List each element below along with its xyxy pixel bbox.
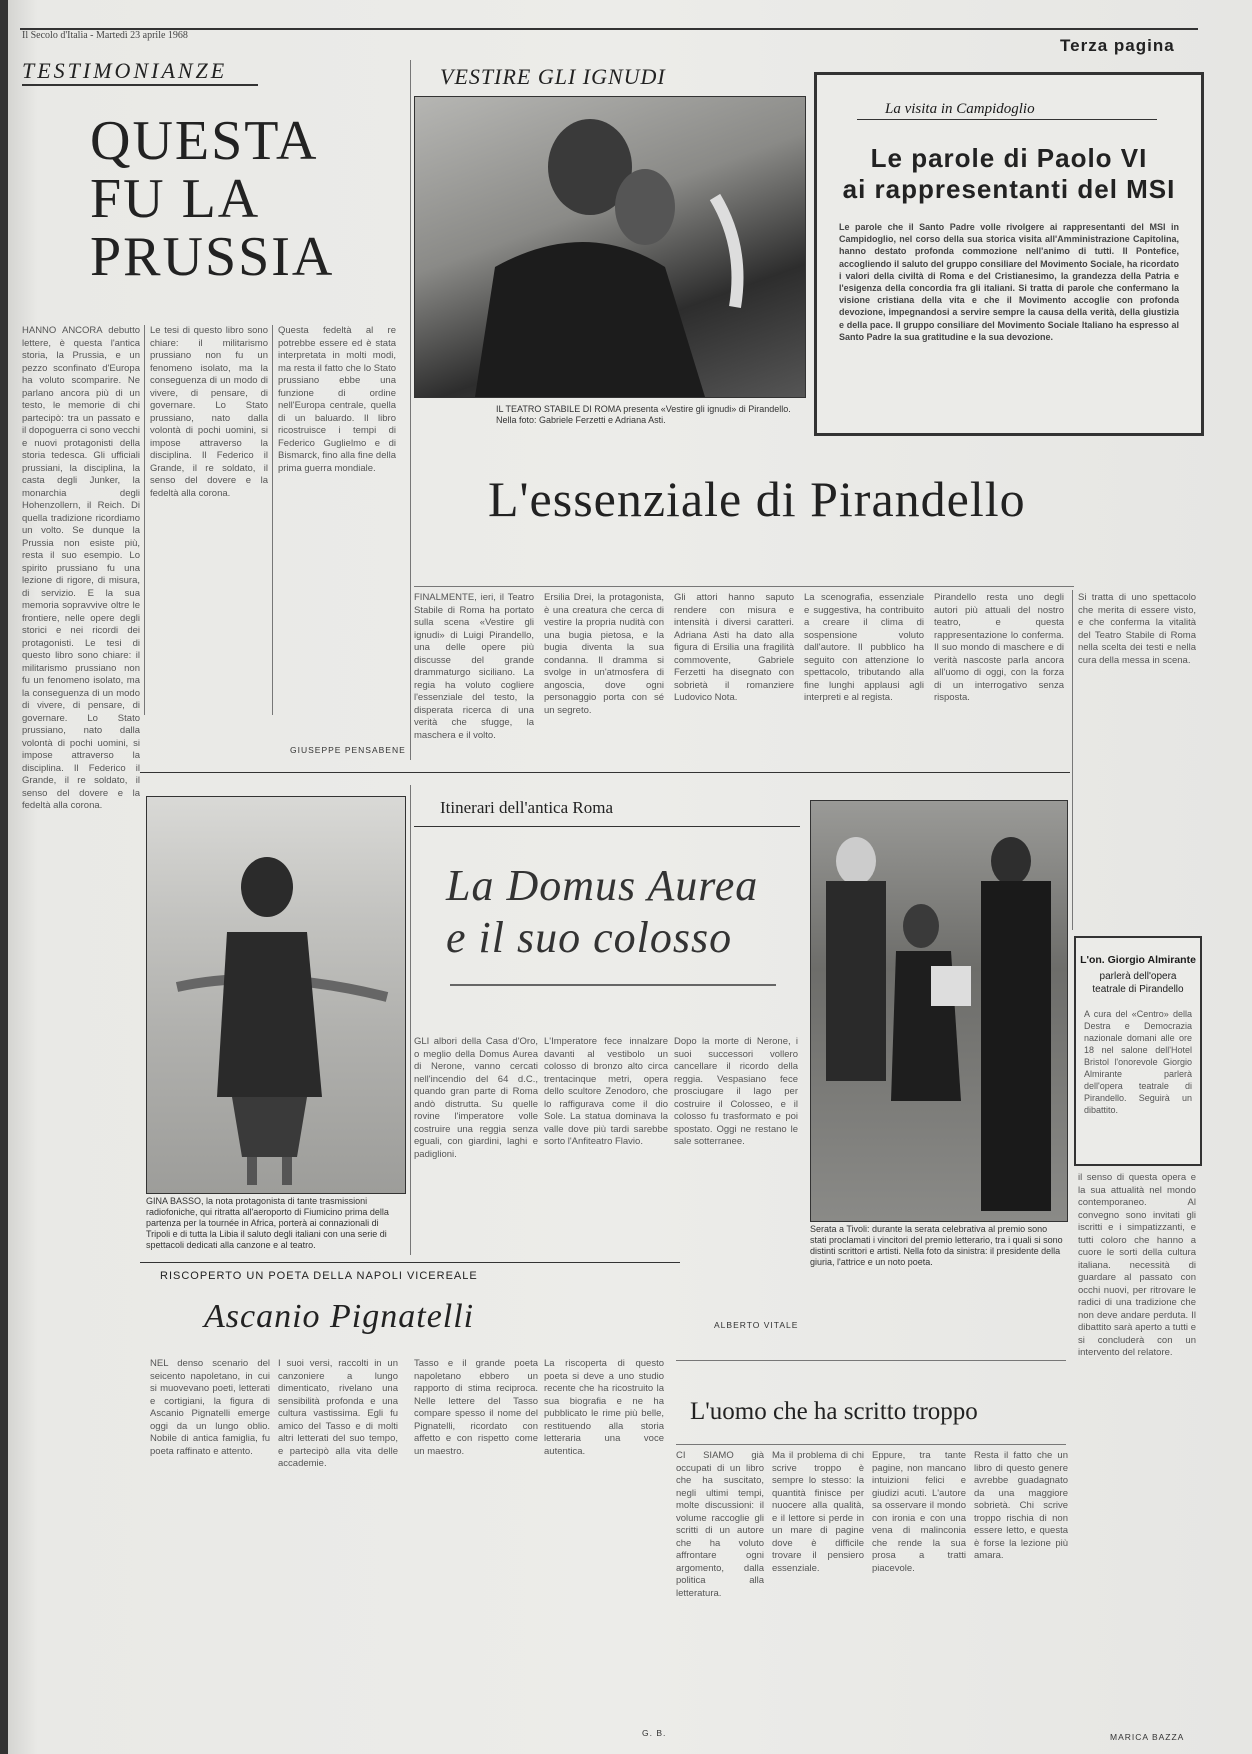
section-rule	[140, 1262, 680, 1263]
domus-col-1: GLI albori della Casa d'Oro, o meglio della Domus Aurea di Nerone, vanno cercati nell'incendio del 64 d.C., quando gran parte di Roma andò distrutta. Su quelle rovine l'imperatore volle costruire una reggia senza eguali, con giardini, laghi e padiglioni.	[414, 1036, 538, 1160]
uomo-col-3: Eppure, tra tante pagine, non mancano intuizioni felici e giudizi acuti. L'autore sa osservare il mondo con ironia e con una vena di malinconia che rende la sua prosa a tratti piacevole.	[872, 1450, 966, 1574]
pirandello-col-5: Pirandello resta uno degli autori più attuali del nostro teatro, e questa rappresentazione lo conferma. Il suo mondo di maschere e di verità nascoste parla ancora all'uomo di oggi, con la forza di un interrogativo senza risposta.	[934, 592, 1064, 703]
vestire-caption: IL TEATRO STABILE DI ROMA presenta «Vestire gli ignudi» di Pirandello. Nella foto: Gabriele Ferzetti e Adriana Asti.	[496, 404, 791, 425]
section-rule	[414, 586, 1074, 587]
theatre-photo-figures	[415, 97, 805, 397]
paolo-vi-headline-2: ai rappresentanti del MSI	[842, 174, 1176, 204]
testimonianze-text-2b: Le tesi di questo libro sono chiare: il militarismo prussiano non fu un fenomeno isolato, ma la conseguenza di un modo di vivere, di pensare, di governare. Lo Stato prussiano, nato dalla volontà di pochi uomini, si impose attraverso la disciplina. Il Federico il Grande, il re soldato, il senso del dovere e la fedeltà alla corona.	[22, 637, 140, 811]
headline-line-3: PRUSSIA	[90, 226, 335, 288]
ascanio-byline: G. B.	[642, 1728, 667, 1738]
pirandello-col-6: Si tratta di uno spettacolo che merita di essere visto, e che conferma la vitalità del Teatro Stabile di Roma nella scelta dei testi e nella cura della messa in scena.	[1078, 592, 1196, 666]
testimonianze-col-3	[278, 325, 396, 730]
ascanio-kicker: RISCOPERTO UN POETA DELLA NAPOLI VICEREALE	[160, 1270, 478, 1282]
right-col-text-1: il senso di questa opera e la sua attualità nel mondo contemporaneo. Al convegno sono invitati gli iscritti e i simpatizzanti, e tutti coloro che hanno a cuore le sorti della cultura italiana.	[1078, 1172, 1196, 1271]
domus-col-2: L'Imperatore fece innalzare davanti al vestibolo un colosso di bronzo alto circa trentacinque metri, opera dello scultore Zenodoro, che lo raffigurava come il dio Sole. La statua dominava la valle dove più tardi sarebbe sorto l'Anfiteatro Flavio.	[544, 1036, 668, 1147]
ascanio-col-4: La riscoperta di questo poeta si deve a uno studio recente che ha ricostruito la sua biografia e ne ha pubblicato le rime più belle, restituendo alla storia letteraria una voce autentica.	[544, 1358, 664, 1457]
paolo-vi-body: Le parole che il Santo Padre volle rivolgere ai rappresentanti del MSI in Campidoglio, nel corso della sua storica visita all'Amministrazione Capitolina, hanno destato profonda commozione nell'animo di tutti. Il Pontefice, accogliendo il saluto del gruppo consiliare del Movimento Sociale, ha ricordato i valori della civiltà di Roma e del Cristianesimo, la grandezza della Patria e l'esigenza della concordia fra gli italiani. Si tratta di parole che confermano la visione cristiana della vita e che il Movimento accoglie con profonda devozione, impegnandosi a servire sempre la causa della verità, della giustizia e della pace. Il gruppo consiliare del Movimento Sociale Italiano ha espresso al Santo Padre la sua gratitudine e la sua devozione.	[839, 222, 1179, 342]
testimonianze-col-1	[22, 325, 140, 1740]
domus-col-3: Dopo la morte di Nerone, i suoi successori vollero cancellare il ricordo della reggia. Vespasiano fece prosciugare il lago per costruire il Colosseo, e il colosso fu trasformato e poi spostato. Oggi ne restano le sale sotterranee.	[674, 1036, 798, 1147]
almirante-box	[1074, 936, 1202, 1166]
testimonianze-text-4: Se dunque la Prussia non esiste più, resta il suo esempio. Lo spirito prussiano fu una lezione di rigore, di misura, di servizio. E la sua memoria sopravvive oltre le frontiere, nelle opere degli storici e nei ricordi dei protagonisti.	[22, 525, 140, 649]
testimonianze-text-2: Le tesi di questo libro sono chiare: il militarismo prussiano non fu un fenomeno isolato, ma la conseguenza di un modo di vivere, di pensare, di governare. Lo Stato prussiano, nato dalla volontà di pochi uomini, si impose attraverso la disciplina. Il Federico il Grande, il re soldato, il senso del dovere e la fedeltà alla corona.	[150, 325, 268, 499]
testimonianze-text-3: Questa fedeltà al re potrebbe essere ed è stata interpretata in molti modi, ma resta il fatto che lo Stato prussiano ebbe una funzione di ordine nell'Europa centrale, quella di un baluardo. Il libro ricostruisce i tempi di Federico Guglielmo e di Bismarck, fino alla fine della prima guerra mondiale.	[278, 325, 396, 474]
testimonianze-headline	[90, 112, 350, 286]
paolo-vi-kicker: La visita in Campidoglio	[885, 101, 1035, 117]
almirante-body: A cura del «Centro» della Destra e Democrazia nazionale domani alle ore 18 nel salone dell'Hotel Bristol l'onorevole Giorgio Almirante parlerà dell'opera teatrale di Pirandello. Seguirà un dibattito.	[1084, 1009, 1192, 1115]
testimonianze-col-2	[150, 325, 268, 745]
ceremony-photo	[810, 800, 1068, 1222]
scan-edge	[0, 0, 8, 1754]
almirante-subtitle: parlerà dell'opera teatrale di Pirandello	[1092, 971, 1184, 995]
col-rule	[144, 325, 145, 715]
col-rule	[272, 325, 273, 715]
ascanio-headline: Ascanio Pignatelli	[204, 1298, 475, 1335]
vestire-kicker: VESTIRE GLI IGNUDI	[440, 64, 666, 89]
right-col	[1078, 1172, 1196, 1712]
uomo-col-1: CI SIAMO già occupati di un libro che ha suscitato, negli ultimi tempi, molte discussioni: il volume raccoglie gli scritti di un autore che ha voluto affrontare ogni argomento, dalla politica alla letteratura.	[676, 1450, 764, 1599]
pirandello-headline: L'essenziale di Pirandello	[488, 471, 1026, 527]
headline-line-1: QUESTA	[90, 110, 319, 172]
section-rule	[414, 826, 800, 827]
gina-basso-figure	[147, 797, 405, 1193]
headline-line-2: FU LA	[90, 168, 261, 230]
domus-kicker: Itinerari dell'antica Roma	[440, 798, 613, 817]
gina-basso-photo	[146, 796, 406, 1194]
box-rule	[857, 119, 1157, 120]
testimonianze-text-1: HANNO ANCORA debutto lettere, è questa l'antica storia, la Prussia, e un pezzo sconfinato d'Europa ha voluto scomparire. Ne parlano ancora più di un testo, le memorie di chi partecipò: tra un passato e il dopoguerra ci sono vecchi e nuovi protagonisti della storia tedesca. Gli ufficiali prussiani, la disciplina, la casta degli Junker, la monarchia degli Hohenzollern, il Reich. Di quella tradizione ricordiamo un volto.	[22, 325, 140, 536]
pirandello-col-1: FINALMENTE, ieri, il Teatro Stabile di Roma ha portato sulla scena «Vestire gli ignudi» di Luigi Pirandello, una delle opere più discusse del grande drammaturgo siciliano. La regia ha voluto cogliere l'essenziale del testo, la disperata ricerca di una verità che sfugge, la maschera e il volto.	[414, 592, 534, 741]
uomo-col-2: Ma il problema di chi scrive troppo è sempre lo stesso: la quantità finisce per nuocere alla qualità, e il lettore si perde in un mare di pagine dove è difficile trovare il pensiero essenziale.	[772, 1450, 864, 1574]
ceremony-caption: Serata a Tivoli: durante la serata celebrativa al premio sono stati proclamati i vincitori del premio letterario, tra i quali si sono distinti scrittori e artisti. Nella foto da sinistra: il presidente della giuria, l'attrice e un noto poeta.	[810, 1224, 1063, 1267]
domus-byline: ALBERTO VITALE	[714, 1320, 799, 1330]
pirandello-col-2: Ersilia Drei, la protagonista, è una creatura che cerca di vestire la propria nudità con una bugia pietosa, e la bugia diventa la sua condanna. Il dramma si svolge in un'atmosfera di angoscia, dove ogni personaggio porta con sé un segreto.	[544, 592, 664, 716]
col-rule	[410, 785, 411, 1255]
ascanio-col-3: Tasso e il grande poeta napoletano ebbero un rapporto di stima reciproca. Nelle lettere del Tasso compare spesso il nome del Pignatelli, ricordato con affetto e con rispetto come un maestro.	[414, 1358, 538, 1457]
domus-headline	[446, 860, 758, 964]
ceremony-figures	[811, 801, 1067, 1221]
ascanio-col-1: NEL denso scenario del seicento napoletano, in cui si muovevano poeti, letterati e cortigiani, la figura di Ascanio Pignatelli emerge oggi da un lungo oblio. Nobile di antica famiglia, fu poeta raffinato e attento.	[150, 1358, 270, 1457]
theatre-photo	[414, 96, 806, 398]
section-rule	[450, 984, 776, 986]
pirandello-col-3: Gli attori hanno saputo rendere con misura e intensità i diversi caratteri. Adriana Asti ha dato alla figura di Ersilia una fragilità commovente, Gabriele Ferzetti ha disegnato con sobrietà il romanziere Ludovico Nota.	[674, 592, 794, 703]
section-rule	[676, 1444, 1066, 1445]
col-rule	[1072, 590, 1073, 930]
almirante-title: L'on. Giorgio Almirante	[1080, 954, 1196, 966]
uomo-byline: MARICA BAZZA	[1110, 1732, 1185, 1742]
gina-basso-caption: GINA BASSO, la nota protagonista di tante trasmissioni radiofoniche, qui ritratta all'aeroporto di Fiumicino prima della partenza per la tournée in Africa, porterà ai connazionali di Tripoli e di tutta la Libia il saluto degli italiani con una serie di spettacoli dedicati alla canzone e al teatro.	[146, 1196, 389, 1250]
domus-headline-2: e il suo colosso	[446, 913, 733, 962]
pirandello-col-4: La scenografia, essenziale e suggestiva, ha contribuito a creare il clima di sospensione voluto dall'autore. Il pubblico ha seguito con attenzione lo spettacolo, tributando alla fine lunghi applausi agli interpreti e al regista.	[804, 592, 924, 703]
uomo-col-4: Resta il fatto che un libro di questo genere avrebbe guadagnato da una maggiore sobrietà. Chi scrive troppo rischia di non essere letto, e questa è forse la lezione più amara.	[974, 1450, 1068, 1561]
paolo-vi-headline-1: Le parole di Paolo VI	[870, 143, 1148, 173]
paolo-vi-headline	[817, 143, 1201, 205]
page-section-title: Terza pagina	[1060, 36, 1175, 55]
section-rule	[676, 1360, 1066, 1361]
section-rule	[140, 772, 1070, 773]
testimonianze-kicker: TESTIMONIANZE	[22, 58, 258, 86]
domus-headline-1: La Domus Aurea	[446, 861, 759, 910]
col-rule	[410, 60, 411, 760]
testimonianze-byline: GIUSEPPE PENSABENE	[290, 745, 406, 755]
uomo-headline: L'uomo che ha scritto troppo	[690, 1398, 978, 1425]
right-col-text-2: necessità di guardare al passato con occhi nuovi, per ritrovare le radici di una tradizione che non deve andare perduta. Il dibattito sarà aperto a tutti e si concluderà con un intervento del relatore.	[1078, 1259, 1196, 1358]
ascanio-col-2: I suoi versi, raccolti in un canzoniere a lungo dimenticato, rivelano una sensibilità profonda e una cultura vastissima. Egli fu amico del Tasso e di molti altri letterati del suo tempo, e partecipò alla vita delle accademie.	[278, 1358, 398, 1469]
paolo-vi-box	[814, 72, 1204, 436]
top-rule	[20, 28, 1198, 30]
masthead-date: Il Secolo d'Italia - Martedì 23 aprile 1968	[22, 30, 188, 41]
